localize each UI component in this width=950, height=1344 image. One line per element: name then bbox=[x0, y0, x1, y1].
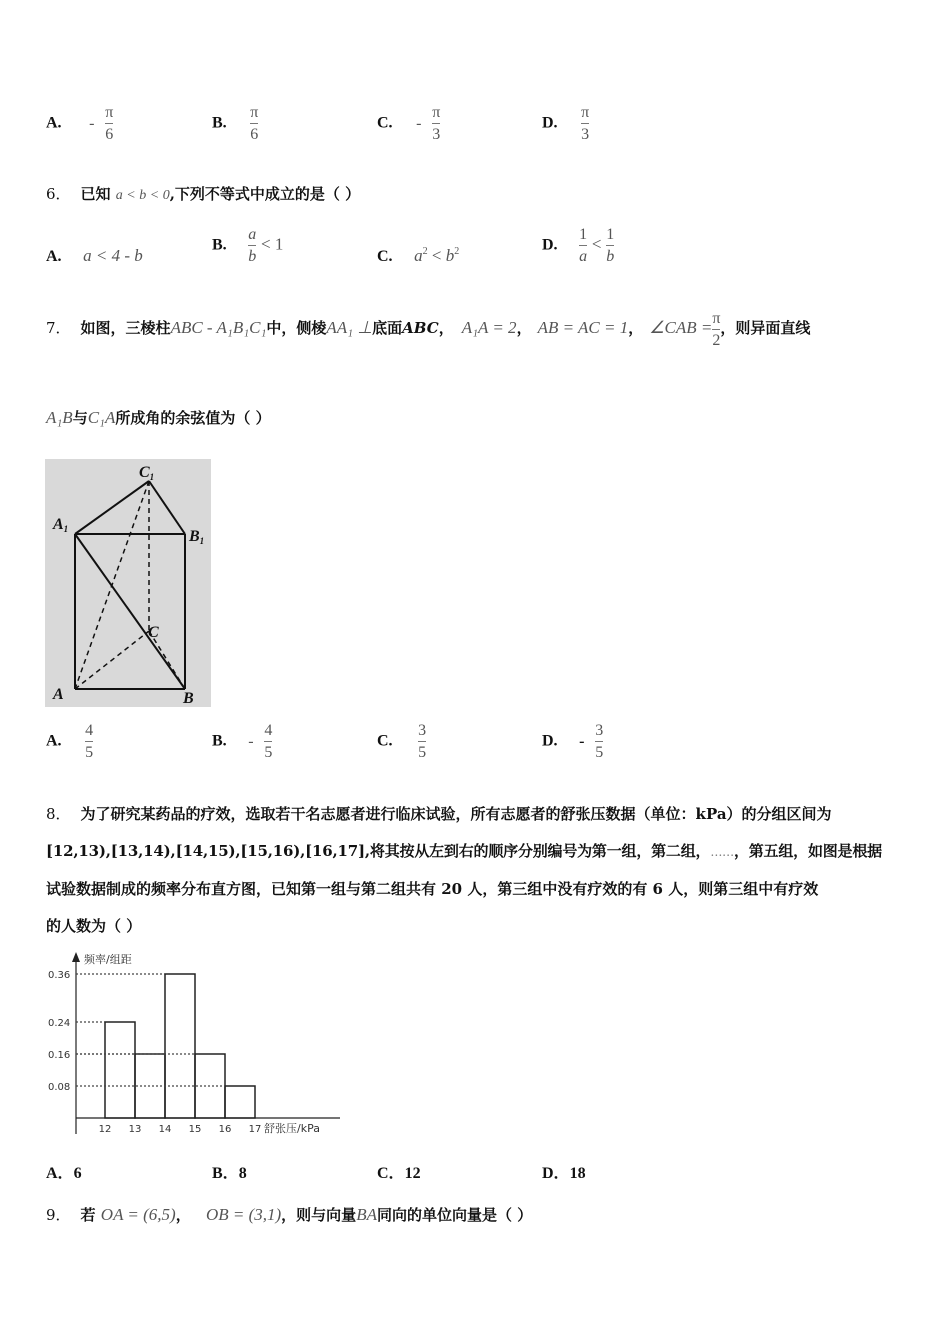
q5-option-a[interactable] bbox=[46, 104, 113, 143]
fraction: $\frac{1}{b}$ bbox=[606, 226, 615, 265]
q8-option-b[interactable]: B．8 bbox=[212, 1165, 247, 1182]
option-math: a < 4 - b bbox=[83, 246, 143, 265]
option-label: D. bbox=[542, 236, 558, 254]
minus-sign: - bbox=[579, 732, 585, 750]
fraction: $\frac{1}{a}$ bbox=[579, 226, 588, 265]
condition-math: a < b < 0 bbox=[115, 188, 170, 203]
question-8-stem: 8． 为了研究某药品的疗效，选取若干名志愿者进行临床试验，所有志愿者的舒张压数据（单位：kPa）的分组区间为 [12,13),[13,14),[14,15),[15,16),[16,17],将其按从左到右的顺序分别编号为第一组，第二组，……，第五组，如图是根据 试验数据制成的频率分布直方图，已知第一组与第二组共有 20 人，第三组中没有疗效的有 6 人，则第三组中有疗效 的人数为（ ） bbox=[46, 805, 882, 935]
option-label: C. bbox=[377, 114, 393, 132]
frequency-histogram bbox=[44, 946, 344, 1142]
fraction: $\frac{3}{5}$ bbox=[418, 722, 427, 761]
histogram-bar bbox=[165, 974, 195, 1118]
fraction: $\frac{\pi}{3}$ bbox=[432, 104, 441, 143]
y-tick-label: 0.08 bbox=[48, 1082, 71, 1093]
x-tick-label: 17 bbox=[248, 1124, 262, 1135]
option-label: D. bbox=[542, 114, 558, 132]
label-a1: A1 bbox=[53, 516, 69, 534]
option-label: B. bbox=[212, 732, 227, 750]
label-b: B bbox=[183, 690, 194, 707]
question-7-stem: 7． 如图，三棱柱ABC - A₁B₁C₁中，侧棱AA₁ ⊥底面ABC， A₁A = 2， AB = AC = 1， ∠CAB = $\frac{\pi}{2}$ ，则异面直线 bbox=[46, 309, 811, 349]
question-9-stem: 9． 若 OA = (6,5)， OB = (3,1)，则与向量BA同向的单位向量是（ ） bbox=[46, 1205, 533, 1224]
prism-figure bbox=[45, 459, 211, 707]
question-number: 7． bbox=[46, 319, 71, 337]
question-number: 9． bbox=[46, 1206, 71, 1224]
q8-option-c[interactable]: C．12 bbox=[377, 1165, 421, 1182]
option-label: A. bbox=[46, 732, 62, 750]
label-b1: B1 bbox=[189, 528, 205, 546]
option-label: B. bbox=[212, 114, 227, 132]
q5-option-c[interactable] bbox=[377, 104, 440, 143]
q6-option-c[interactable]: C. $a^2 < b^2$ bbox=[377, 246, 460, 265]
q7-option-d[interactable] bbox=[542, 722, 603, 761]
fraction: $\frac{a}{b}$ bbox=[248, 226, 257, 265]
x-tick-label: 14 bbox=[158, 1124, 172, 1135]
q7-option-b[interactable] bbox=[212, 722, 272, 761]
x-axis-label: 舒张压/kPa bbox=[264, 1122, 320, 1135]
y-tick-label: 0.36 bbox=[48, 970, 71, 981]
fraction: $\frac{3}{5}$ bbox=[595, 722, 604, 761]
q6-option-d[interactable]: D. $\frac{1}{a}$ < $\frac{1}{b}$ bbox=[542, 226, 615, 265]
minus-sign: - bbox=[89, 114, 95, 132]
x-tick-label: 12 bbox=[98, 1124, 112, 1135]
label-c1: C1 bbox=[139, 464, 155, 482]
fraction: $\frac{\pi}{3}$ bbox=[581, 104, 590, 143]
q8-option-d[interactable]: D．18 bbox=[542, 1165, 586, 1182]
minus-sign: - bbox=[416, 114, 422, 132]
label-c: C bbox=[148, 624, 159, 641]
q5-option-d[interactable] bbox=[542, 104, 589, 143]
fraction: $\frac{\pi}{6}$ bbox=[105, 104, 114, 143]
y-tick-label: 0.16 bbox=[48, 1050, 71, 1061]
q7-option-c[interactable] bbox=[377, 722, 426, 761]
question-number: 8． bbox=[46, 805, 71, 823]
question-7-stem-line2: A₁B与C₁A所成角的余弦值为（ ） bbox=[46, 408, 271, 427]
x-tick-label: 13 bbox=[128, 1124, 142, 1135]
question-number: 6． bbox=[46, 185, 71, 203]
option-label: A. bbox=[46, 248, 62, 265]
histogram-bar bbox=[225, 1086, 255, 1118]
x-tick-label: 15 bbox=[188, 1124, 202, 1135]
y-axis-arrow bbox=[72, 952, 80, 962]
histogram-svg bbox=[44, 946, 344, 1142]
fraction: $\frac{4}{5}$ bbox=[264, 722, 273, 761]
label-a: A bbox=[53, 686, 64, 703]
option-label: C. bbox=[377, 248, 393, 265]
fraction: $\frac{4}{5}$ bbox=[85, 722, 94, 761]
option-label: D. bbox=[542, 732, 558, 750]
q5-option-b[interactable] bbox=[212, 104, 258, 143]
question-6-stem: 6． 已知 a < b < 0,下列不等式中成立的是（ ） bbox=[46, 185, 361, 203]
q7-option-a[interactable] bbox=[46, 722, 93, 761]
minus-sign: - bbox=[248, 732, 254, 750]
option-label: B. bbox=[212, 236, 227, 254]
histogram-bar bbox=[105, 1022, 135, 1118]
x-tick-label: 16 bbox=[218, 1124, 232, 1135]
y-axis-label: 频率/组距 bbox=[84, 953, 132, 966]
fraction: $\frac{\pi}{2}$ bbox=[712, 309, 721, 349]
prism-diagram bbox=[45, 459, 211, 707]
q8-option-a[interactable]: A．6 bbox=[46, 1165, 82, 1182]
option-label: C. bbox=[377, 732, 393, 750]
fraction: $\frac{\pi}{6}$ bbox=[250, 104, 259, 143]
q6-option-b[interactable]: B. $\frac{a}{b}$ < 1 bbox=[212, 226, 284, 265]
q6-option-a[interactable] bbox=[46, 246, 143, 266]
option-label: A. bbox=[46, 114, 62, 132]
y-tick-label: 0.24 bbox=[48, 1018, 71, 1029]
